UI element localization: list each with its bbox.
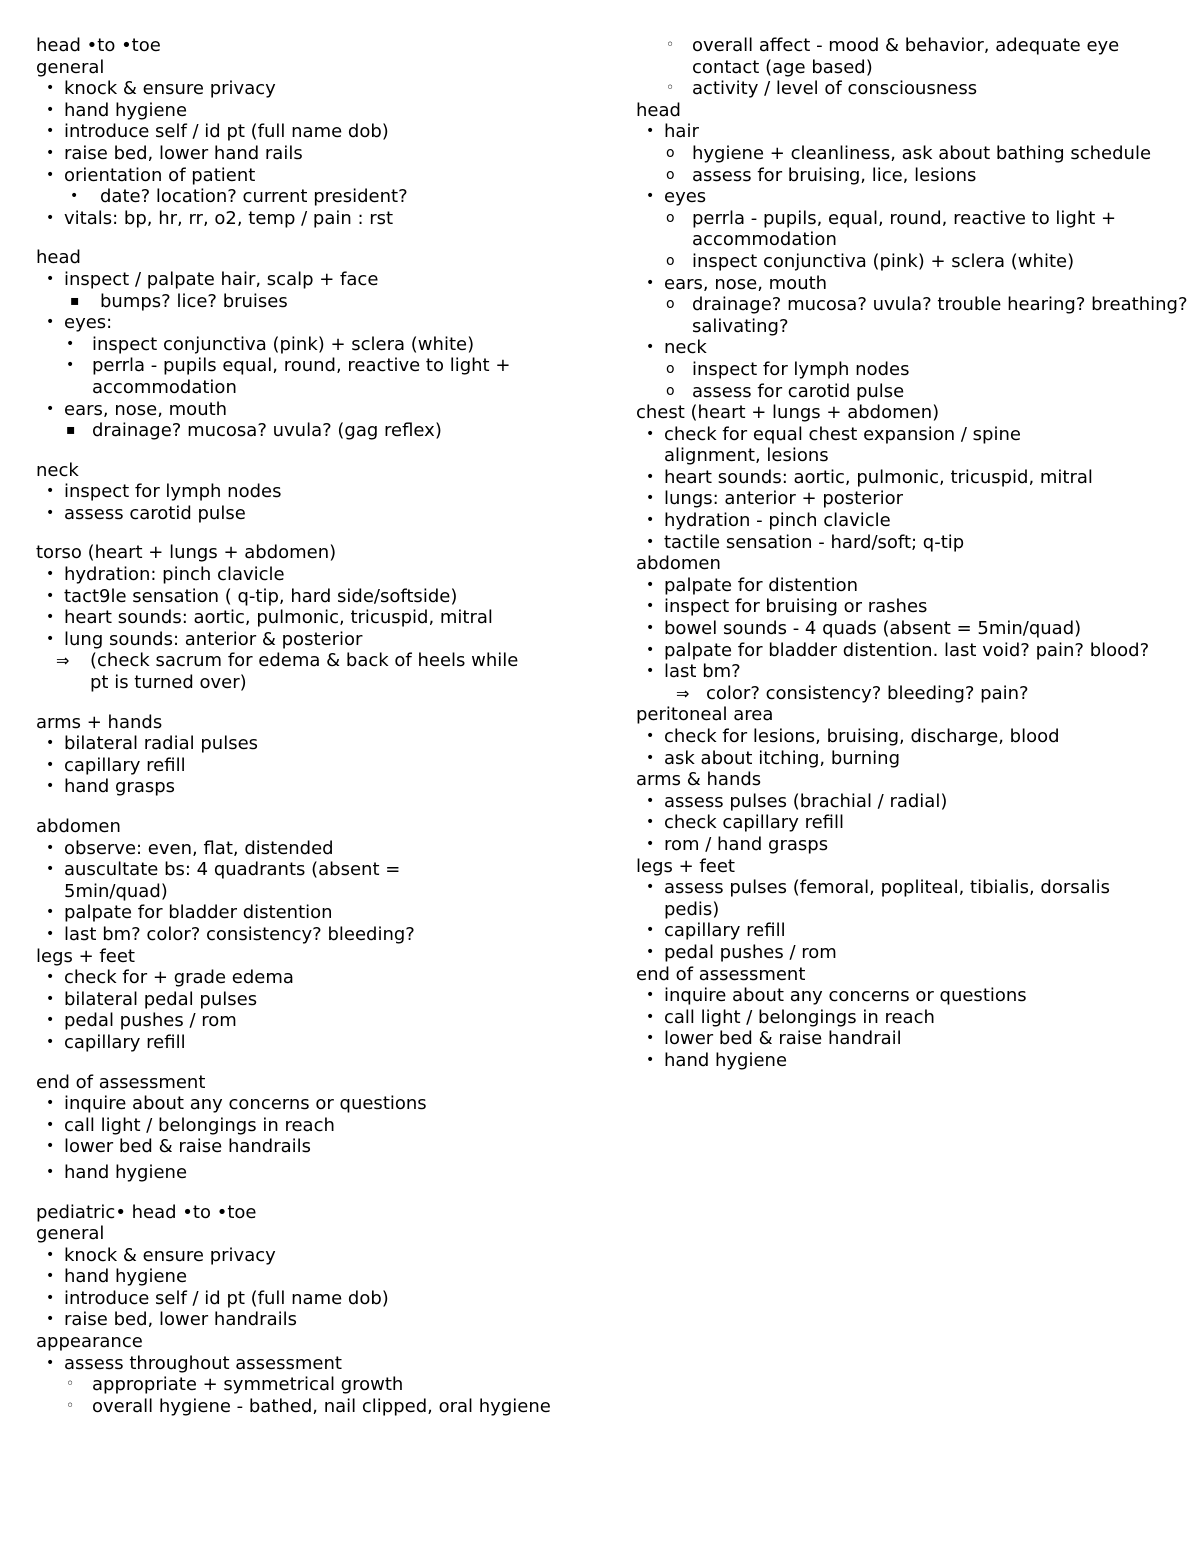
list-item [636, 424, 1104, 467]
list-item-text: knock & ensure privacy [64, 78, 276, 100]
list-item [636, 337, 1176, 359]
bullet-icon: • [46, 1163, 55, 1180]
bullet-icon: • [646, 814, 655, 831]
list-item-text: lungs: anterior + posterior [664, 488, 904, 510]
left-column [36, 35, 596, 1417]
list-item-text: hand hygiene [664, 1049, 788, 1071]
list-item [36, 1093, 596, 1115]
bullet-icon: • [646, 641, 655, 658]
bullet-icon: • [646, 598, 655, 615]
list-item-text: eyes: [64, 312, 113, 334]
list-item-text: assess pulses (femoral, popliteal, tibialis, dorsalis pedis) [664, 877, 1111, 920]
list-item-text: observe: even, flat, distended [64, 837, 334, 859]
bullet-icon: • [646, 835, 655, 852]
list-item-text: palpate for bladder distention [64, 902, 333, 924]
list-item [636, 748, 1176, 770]
bullet-icon: • [46, 1116, 55, 1133]
list-item-text: heart sounds: aortic, pulmonic, tricuspid, mitral [664, 466, 1093, 488]
section-heading-neck: neck [36, 459, 79, 481]
bullet-icon: • [646, 188, 655, 205]
list-item [36, 121, 596, 143]
list-item-text: introduce self / id pt (full name dob) [64, 1287, 389, 1309]
list-item-text: lower bed & raise handrail [664, 1028, 902, 1050]
list-item-text: introduce self / id pt (full name dob) [64, 121, 389, 143]
bullet-icon: • [46, 1246, 55, 1263]
bullet-icon: • [646, 576, 655, 593]
list-item [636, 877, 1124, 920]
list-item-text: drainage? mucosa? uvula? (gag reflex) [92, 420, 442, 442]
list-subitem [636, 78, 1176, 100]
circle-bullet-icon: ◦ [66, 1397, 75, 1414]
section-heading-arms: arms + hands [36, 711, 163, 733]
circle-bullet-icon: ◦ [666, 37, 675, 53]
list-subitem [636, 143, 1172, 165]
list-item-text: appropriate + symmetrical growth [92, 1374, 404, 1396]
list-item [636, 1050, 1176, 1072]
list-item [36, 967, 596, 989]
bullet-icon: • [46, 566, 55, 583]
list-item [636, 726, 1176, 748]
list-item [36, 1162, 596, 1184]
arrow-icon: ⇒ [56, 651, 70, 671]
bullet-icon: • [646, 728, 655, 744]
list-item [636, 812, 1176, 834]
list-item-text: vitals: bp, hr, rr, o2, temp / pain : rst [64, 207, 394, 229]
bullet-icon: • [646, 987, 655, 1004]
bullet-icon: • [66, 335, 75, 352]
list-item [36, 312, 596, 334]
section-title: head •to •toe [36, 35, 161, 56]
list-item-text: palpate for distention [664, 574, 859, 596]
list-item-text: bilateral radial pulses [64, 733, 259, 755]
list-item-text: hand grasps [64, 776, 176, 798]
list-item-text: inspect for bruising or rashes [664, 596, 928, 618]
list-item [36, 503, 596, 525]
section-heading-torso: torso (heart + lungs + abdomen) [36, 542, 337, 564]
list-item [636, 920, 1176, 942]
list-subitem [636, 251, 1176, 273]
bullet-icon: • [646, 1051, 655, 1068]
bullet-icon: • [70, 188, 79, 205]
list-item-text: hydration: pinch clavicle [64, 564, 285, 586]
list-item-text: perrla - pupils, equal, round, reactive to light + accommodation [692, 207, 1117, 251]
section-heading-end: end of assessment [636, 963, 806, 985]
arrow-icon: ⇒ [676, 683, 690, 703]
ring-bullet-icon: o [666, 144, 675, 161]
section-title-pediatric: pediatric• head •to •toe [36, 1201, 257, 1223]
list-subitem [36, 650, 530, 693]
list-item [36, 1136, 596, 1158]
bullet-icon: • [46, 735, 55, 752]
list-item [36, 143, 596, 165]
list-item [636, 273, 1176, 295]
list-item [36, 1266, 596, 1288]
list-item-text: ask about itching, burning [664, 747, 901, 769]
list-item-text: knock & ensure privacy [64, 1244, 276, 1266]
bullet-icon: • [46, 778, 55, 795]
list-item-text: date? location? current president? [100, 186, 408, 208]
bullet-icon: • [646, 533, 655, 550]
bullet-icon: • [46, 839, 55, 856]
list-item-text: palpate for bladder distention. last void? pain? blood? [664, 639, 1150, 661]
list-item [36, 989, 596, 1011]
list-item [636, 121, 1176, 143]
bullet-icon: • [46, 1012, 55, 1029]
list-item-text: tact9le sensation ( q-tip, hard side/softside) [64, 585, 458, 607]
list-item [636, 1028, 1176, 1050]
ring-bullet-icon: o [666, 166, 675, 183]
list-subitem [36, 1374, 596, 1396]
list-subitem [36, 291, 596, 313]
bullet-icon: • [46, 861, 55, 878]
list-subitem [36, 355, 562, 398]
list-item-text: capillary refill [64, 754, 186, 776]
list-item [36, 838, 596, 860]
list-item [36, 733, 596, 755]
bullet-icon: • [46, 969, 55, 986]
list-subitem [636, 208, 1172, 251]
list-item [636, 532, 1176, 554]
list-item [36, 1010, 596, 1032]
list-item-text: activity / level of consciousness [692, 78, 978, 100]
list-item-text: capillary refill [664, 920, 786, 942]
list-item-text: tactile sensation - hard/soft; q-tip [664, 531, 965, 553]
bullet-icon: • [646, 512, 655, 529]
bullet-icon: • [46, 609, 55, 626]
list-item [36, 902, 596, 924]
bullet-icon: • [46, 1289, 55, 1306]
circle-bullet-icon: ◦ [666, 80, 675, 97]
list-item-text: bilateral pedal pulses [64, 988, 258, 1010]
list-item [636, 575, 1176, 597]
list-subitem [636, 381, 1176, 403]
list-item-text: hand hygiene [64, 1266, 188, 1288]
list-item [36, 776, 596, 798]
bullet-icon: • [46, 756, 55, 773]
list-item-text: assess for bruising, lice, lesions [692, 164, 977, 186]
list-subitem [36, 186, 596, 208]
list-item-text: lower bed & raise handrails [64, 1136, 312, 1158]
list-subitem [36, 1396, 582, 1418]
bullet-icon: • [46, 1354, 55, 1371]
list-subitem [36, 334, 596, 356]
square-bullet-icon: ▪ [70, 292, 80, 309]
list-item [36, 78, 596, 100]
list-item [36, 1309, 596, 1331]
list-item-text: inspect for lymph nodes [64, 481, 282, 503]
list-item-text: assess throughout assessment [64, 1352, 342, 1374]
list-item-text: pedal pushes / rom [64, 1010, 237, 1032]
list-item-text: auscultate bs: 4 quadrants (absent = 5min/quad) [64, 859, 401, 902]
bullet-icon: • [646, 749, 655, 766]
list-item [36, 1353, 596, 1375]
bullet-icon: • [46, 904, 55, 921]
bullet-icon: • [46, 504, 55, 521]
list-item-text: pt is turned over) [90, 672, 247, 694]
list-item-text: pedal pushes / rom [664, 941, 837, 963]
bullet-icon: • [46, 80, 55, 97]
bullet-icon: • [46, 925, 55, 942]
list-item-text: inspect for lymph nodes [692, 358, 910, 380]
bullet-icon: • [646, 274, 655, 291]
list-item [36, 755, 596, 777]
bullet-icon: • [646, 1008, 655, 1025]
list-item [636, 942, 1176, 964]
list-subitem [636, 165, 1176, 187]
list-item-text: inspect conjunctiva (pink) + sclera (white) [92, 333, 475, 355]
list-item [36, 924, 596, 946]
list-item-text: check for + grade edema [64, 967, 294, 989]
bullet-icon: • [646, 663, 655, 680]
right-column [636, 35, 1188, 1072]
list-item [636, 510, 1176, 532]
list-item-text: hair [664, 121, 699, 143]
list-item [636, 985, 1176, 1007]
section-heading-abdomen: abdomen [36, 816, 121, 837]
list-item-text: inquire about any concerns or questions [664, 985, 1027, 1007]
list-item [636, 791, 1176, 813]
list-item [636, 1007, 1176, 1029]
list-item-text: overall hygiene - bathed, nail clipped, oral hygiene [92, 1395, 551, 1417]
list-item-text: ears, nose, mouth [64, 398, 228, 420]
list-item-text: hydration - pinch clavicle [664, 510, 891, 532]
bullet-icon: • [646, 123, 655, 140]
bullet-icon: • [646, 620, 655, 637]
section-heading-arms: arms & hands [636, 769, 762, 791]
list-subitem [636, 359, 1176, 381]
list-item [36, 629, 596, 651]
list-item [36, 1032, 596, 1054]
list-item [636, 467, 1124, 489]
list-item [36, 1115, 596, 1137]
list-subitem [36, 420, 596, 442]
list-item [636, 661, 1176, 683]
bullet-icon: • [46, 990, 55, 1007]
bullet-icon: • [46, 630, 55, 647]
list-item [636, 834, 1176, 856]
list-subitem [636, 35, 1192, 78]
bullet-icon: • [646, 922, 655, 939]
list-item-text: call light / belongings in reach [664, 1006, 935, 1028]
section-heading-end: end of assessment [36, 1071, 206, 1093]
section-heading-general: general [36, 1223, 105, 1245]
list-item-text: bowel sounds - 4 quads (absent = 5min/quad) [664, 618, 1082, 640]
list-item-text: raise bed, lower hand rails [64, 142, 303, 164]
bullet-icon: • [646, 792, 655, 809]
ring-bullet-icon: o [666, 382, 675, 399]
ring-bullet-icon: o [666, 296, 675, 313]
bullet-icon: • [46, 314, 55, 331]
bullet-icon: • [46, 209, 55, 226]
list-item-text: eyes [664, 186, 707, 208]
list-item-text: hand hygiene [64, 1161, 188, 1183]
list-item-text: check for lesions, bruising, discharge, blood [664, 726, 1060, 747]
bullet-icon: • [46, 587, 55, 604]
bullet-icon: • [46, 1033, 55, 1050]
list-item [36, 586, 596, 608]
list-item-text: rom / hand grasps [664, 833, 829, 855]
list-item-text: assess for carotid pulse [692, 380, 905, 402]
list-item [636, 596, 1176, 618]
list-item-text: hygiene + cleanliness, ask about bathing schedule [692, 142, 1152, 164]
bullet-icon: • [46, 1311, 55, 1328]
bullet-icon: • [46, 1138, 55, 1155]
bullet-icon: • [46, 144, 55, 161]
section-heading-chest: chest (heart + lungs + abdomen) [636, 402, 940, 424]
list-item [36, 859, 484, 902]
bullet-icon: • [46, 1268, 55, 1285]
list-subitem [636, 683, 1176, 705]
list-item-text: call light / belongings in reach [64, 1114, 335, 1136]
section-heading-head: head [636, 99, 681, 121]
list-item [36, 399, 596, 421]
bullet-icon: • [646, 490, 655, 507]
section-heading-abdomen: abdomen [636, 553, 721, 575]
section-heading-head: head [36, 247, 81, 269]
list-item-text: color? consistency? bleeding? pain? [706, 682, 1029, 704]
bullet-icon: • [646, 425, 655, 442]
list-item-text: ears, nose, mouth [664, 272, 828, 294]
list-item-text: assess pulses (brachial / radial) [664, 790, 948, 812]
list-item [636, 618, 1176, 640]
list-item-text: raise bed, lower handrails [64, 1309, 297, 1331]
list-item [36, 100, 596, 122]
list-item-text: drainage? mucosa? uvula? trouble hearing? breathing? salivating? [692, 294, 1188, 337]
list-item [636, 640, 1164, 662]
ring-bullet-icon: o [666, 360, 675, 377]
bullet-icon: • [646, 468, 655, 485]
list-item-text: inspect / palpate hair, scalp + face [64, 268, 379, 290]
bullet-icon: • [46, 483, 55, 500]
ring-bullet-icon: o [666, 252, 675, 269]
bullet-icon: • [646, 879, 655, 896]
list-item-text: check capillary refill [664, 812, 844, 834]
ring-bullet-icon: o [666, 209, 675, 226]
section-heading-peritoneal: peritoneal area [636, 704, 774, 726]
list-item-text: heart sounds: aortic, pulmonic, tricuspid, mitral [64, 607, 493, 629]
circle-bullet-icon: ◦ [66, 1376, 75, 1393]
list-item [36, 481, 596, 503]
list-item-text: bumps? lice? bruises [100, 290, 288, 312]
bullet-icon: • [646, 943, 655, 960]
list-item-text: neck [664, 337, 707, 359]
list-item [36, 269, 596, 291]
bullet-icon: • [66, 357, 75, 374]
list-item-text: overall affect - mood & behavior, adequate eye contact (age based) [692, 35, 1120, 78]
list-item [36, 1288, 596, 1310]
list-item [36, 1245, 596, 1267]
section-heading-legs: legs + feet [36, 945, 135, 967]
list-item-text: check for equal chest expansion / spine alignment, lesions [664, 423, 1021, 467]
list-item-text: inquire about any concerns or questions [64, 1093, 427, 1115]
bullet-icon: • [46, 270, 55, 287]
list-item-text: perrla - pupils equal, round, reactive to light + accommodation [92, 355, 511, 398]
list-item [636, 488, 1176, 510]
list-item-text: (check sacrum for edema & back of heels while [90, 650, 519, 672]
section-heading-legs: legs + feet [636, 855, 735, 877]
bullet-icon: • [646, 1030, 655, 1047]
section-heading-general: general [36, 56, 105, 78]
list-item-text: inspect conjunctiva (pink) + sclera (white) [692, 250, 1075, 272]
list-item [636, 186, 1176, 208]
list-item-text: last bm? [664, 661, 741, 683]
list-item [36, 607, 514, 629]
list-item [36, 165, 596, 187]
bullet-icon: • [46, 400, 55, 417]
bullet-icon: • [46, 101, 55, 118]
list-item-text: last bm? color? consistency? bleeding? [64, 923, 415, 945]
bullet-icon: • [46, 166, 55, 183]
bullet-icon: • [646, 339, 655, 356]
list-item-text: assess carotid pulse [64, 502, 246, 524]
list-item-text: orientation of patient [64, 164, 256, 186]
list-item-text: lung sounds: anterior & posterior [64, 628, 363, 650]
section-heading-appearance: appearance [36, 1331, 143, 1353]
bullet-icon: • [46, 1095, 55, 1112]
list-item-text: hand hygiene [64, 99, 188, 121]
list-item [36, 564, 596, 586]
list-subitem [636, 294, 1200, 337]
square-bullet-icon: ▪ [66, 422, 76, 439]
bullet-icon: • [46, 123, 55, 140]
list-item-text: capillary refill [64, 1031, 186, 1053]
list-item [36, 208, 596, 230]
